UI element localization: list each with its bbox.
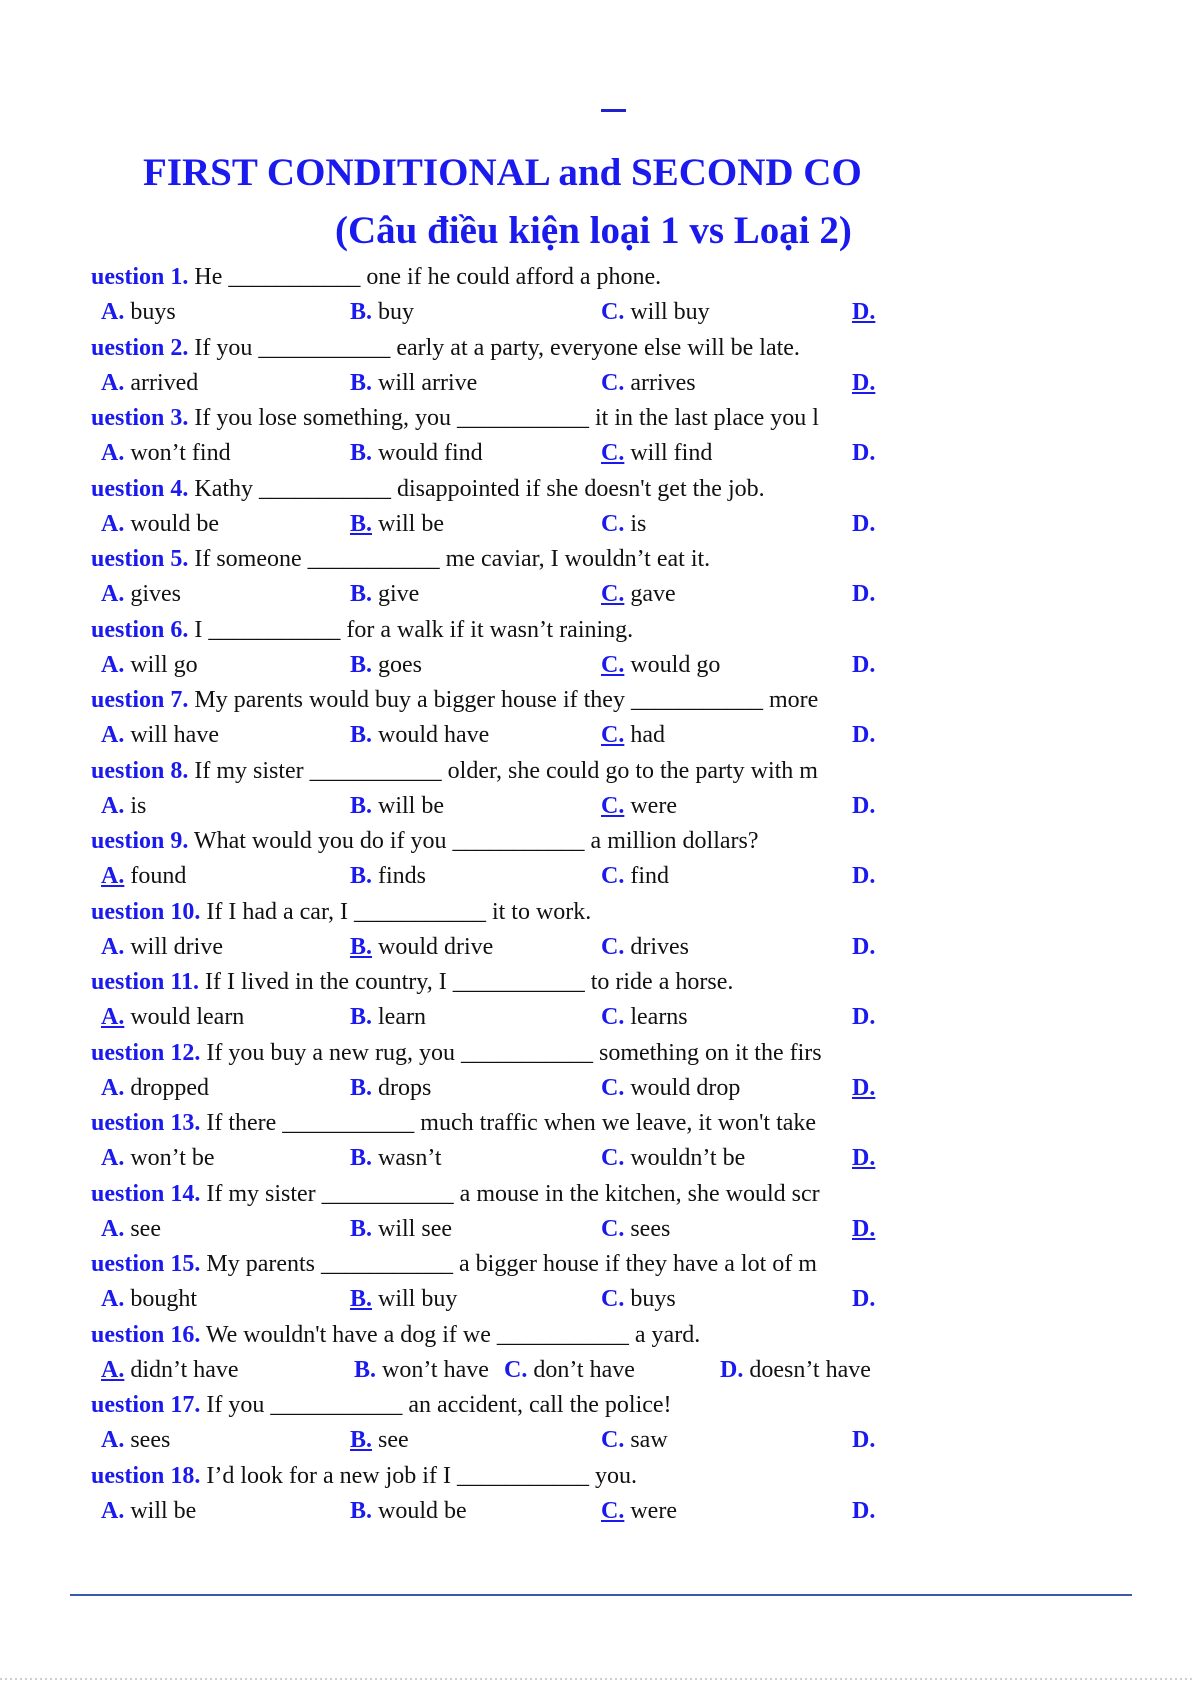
option-text: doesn’t have bbox=[743, 1357, 871, 1383]
question-label: uestion 2. bbox=[91, 335, 189, 361]
question-text: My parents ___________ a bigger house if they have a lot of m bbox=[200, 1251, 817, 1277]
question-1 bbox=[91, 262, 661, 292]
question-11 bbox=[91, 967, 733, 997]
option-text: drives bbox=[624, 934, 689, 960]
option-text: is bbox=[124, 793, 147, 819]
options-row bbox=[0, 932, 1192, 962]
option-letter: D. bbox=[852, 299, 876, 325]
option-text: see bbox=[124, 1216, 161, 1242]
options-row bbox=[0, 1284, 1192, 1314]
option-a[interactable] bbox=[101, 650, 198, 680]
option-text: sees bbox=[624, 1216, 671, 1242]
question-text: What would you do if you ___________ a million dollars? bbox=[188, 828, 759, 854]
option-letter: C. bbox=[601, 793, 625, 819]
option-text: buys bbox=[624, 1286, 676, 1312]
question-text: I ___________ for a walk if it wasn’t raining. bbox=[188, 617, 634, 643]
option-a[interactable] bbox=[101, 932, 223, 962]
option-b[interactable] bbox=[350, 1073, 431, 1103]
options-row bbox=[0, 509, 1192, 539]
question-label: uestion 12. bbox=[91, 1040, 201, 1066]
option-text: will be bbox=[372, 511, 445, 537]
option-text: will drive bbox=[124, 934, 223, 960]
question-text: If there ___________ much traffic when we leave, it won't take bbox=[200, 1110, 817, 1136]
option-letter: C. bbox=[601, 1427, 625, 1453]
option-text: would drop bbox=[624, 1075, 741, 1101]
page-subtitle: (Câu điều kiện loại 1 vs Loại 2) bbox=[335, 209, 852, 252]
option-letter: C. bbox=[601, 370, 625, 396]
option-letter: A. bbox=[101, 299, 125, 325]
options-row bbox=[0, 1002, 1192, 1032]
option-d[interactable] bbox=[852, 720, 875, 750]
option-text: arrived bbox=[124, 370, 199, 396]
question-18 bbox=[91, 1461, 637, 1491]
option-text: wasn’t bbox=[372, 1145, 442, 1171]
question-text: If you ___________ an accident, call the police! bbox=[200, 1392, 672, 1418]
question-2 bbox=[91, 333, 800, 363]
question-label: uestion 7. bbox=[91, 687, 189, 713]
option-letter: C. bbox=[601, 1216, 625, 1242]
option-d[interactable] bbox=[852, 1496, 875, 1526]
option-d[interactable] bbox=[852, 509, 875, 539]
option-text: will buy bbox=[624, 299, 710, 325]
options-row bbox=[0, 1214, 1192, 1244]
option-text: see bbox=[372, 1427, 409, 1453]
option-text: won’t be bbox=[124, 1145, 215, 1171]
option-letter: C. bbox=[601, 581, 625, 607]
option-d[interactable] bbox=[852, 1284, 875, 1314]
option-letter: B. bbox=[350, 440, 373, 466]
option-letter: C. bbox=[601, 863, 625, 889]
option-letter: C. bbox=[601, 722, 625, 748]
footer-rule bbox=[70, 1594, 1132, 1596]
option-letter: B. bbox=[350, 1427, 373, 1453]
options-row bbox=[0, 368, 1192, 398]
option-a[interactable] bbox=[101, 438, 231, 468]
question-text: If someone ___________ me caviar, I wouldn’t eat it. bbox=[188, 546, 711, 572]
option-letter: A. bbox=[101, 722, 125, 748]
option-d[interactable] bbox=[852, 297, 875, 327]
option-a[interactable] bbox=[101, 509, 219, 539]
option-letter: B. bbox=[350, 370, 373, 396]
option-letter: A. bbox=[101, 440, 125, 466]
option-letter: A. bbox=[101, 1145, 125, 1171]
option-text: would find bbox=[372, 440, 483, 466]
option-letter: A. bbox=[101, 1498, 125, 1524]
option-text: bought bbox=[124, 1286, 198, 1312]
option-c[interactable] bbox=[601, 1073, 740, 1103]
question-16 bbox=[91, 1320, 700, 1350]
question-text: If I had a car, I ___________ it to work. bbox=[200, 899, 592, 925]
question-label: uestion 9. bbox=[91, 828, 189, 854]
option-letter: B. bbox=[350, 1145, 373, 1171]
option-text: finds bbox=[372, 863, 427, 889]
question-13 bbox=[91, 1108, 816, 1138]
option-d[interactable] bbox=[852, 791, 875, 821]
option-letter: C. bbox=[601, 440, 625, 466]
option-c[interactable] bbox=[601, 1284, 676, 1314]
option-letter: D. bbox=[852, 652, 876, 678]
question-text: If my sister ___________ a mouse in the kitchen, she would scr bbox=[200, 1181, 820, 1207]
option-letter: C. bbox=[601, 652, 625, 678]
option-letter: A. bbox=[101, 652, 125, 678]
option-text: saw bbox=[624, 1427, 668, 1453]
option-letter: A. bbox=[101, 511, 125, 537]
option-text: would have bbox=[372, 722, 490, 748]
option-letter: A. bbox=[101, 581, 125, 607]
options-row bbox=[0, 1143, 1192, 1173]
options-row bbox=[0, 1425, 1192, 1455]
option-a[interactable] bbox=[101, 1425, 170, 1455]
question-label: uestion 4. bbox=[91, 476, 189, 502]
option-text: drops bbox=[372, 1075, 432, 1101]
option-letter: D. bbox=[852, 722, 876, 748]
option-d[interactable] bbox=[852, 1425, 875, 1455]
option-text: didn’t have bbox=[124, 1357, 239, 1383]
option-letter: B. bbox=[350, 934, 373, 960]
option-letter: C. bbox=[601, 1145, 625, 1171]
question-label: uestion 11. bbox=[91, 969, 200, 995]
option-b[interactable] bbox=[350, 509, 444, 539]
option-b[interactable] bbox=[350, 1496, 467, 1526]
option-letter: D. bbox=[852, 581, 876, 607]
option-a[interactable] bbox=[101, 297, 176, 327]
options-row bbox=[0, 579, 1192, 609]
option-letter: D. bbox=[852, 793, 876, 819]
option-letter: D. bbox=[852, 1286, 876, 1312]
question-15 bbox=[91, 1249, 817, 1279]
option-letter: B. bbox=[350, 581, 373, 607]
option-letter: A. bbox=[101, 1286, 125, 1312]
option-letter: D. bbox=[852, 370, 876, 396]
option-text: gave bbox=[624, 581, 676, 607]
option-letter: D. bbox=[852, 1004, 876, 1030]
question-6 bbox=[91, 615, 633, 645]
option-letter: B. bbox=[350, 1216, 373, 1242]
option-text: found bbox=[124, 863, 187, 889]
option-letter: A. bbox=[101, 370, 125, 396]
option-letter: A. bbox=[101, 1075, 125, 1101]
option-c[interactable] bbox=[601, 368, 696, 398]
option-b[interactable] bbox=[350, 932, 493, 962]
option-b[interactable] bbox=[350, 861, 426, 891]
option-letter: D. bbox=[852, 511, 876, 537]
question-12 bbox=[91, 1038, 822, 1068]
option-letter: D. bbox=[720, 1357, 744, 1383]
option-text: will have bbox=[124, 722, 219, 748]
option-text: find bbox=[624, 863, 670, 889]
page-title: FIRST CONDITIONAL and SECOND CO bbox=[143, 151, 862, 194]
option-letter: A. bbox=[101, 793, 125, 819]
option-c[interactable] bbox=[601, 650, 720, 680]
option-letter: B. bbox=[354, 1357, 377, 1383]
question-9 bbox=[91, 826, 759, 856]
option-c[interactable] bbox=[601, 1214, 670, 1244]
option-letter: A. bbox=[101, 934, 125, 960]
option-text: will find bbox=[624, 440, 713, 466]
option-text: would drive bbox=[372, 934, 494, 960]
options-row bbox=[0, 861, 1192, 891]
options-row bbox=[0, 1496, 1192, 1526]
option-d[interactable] bbox=[852, 1143, 875, 1173]
option-d[interactable] bbox=[852, 1002, 875, 1032]
question-14 bbox=[91, 1179, 820, 1209]
question-label: uestion 16. bbox=[91, 1322, 201, 1348]
option-letter: B. bbox=[350, 1075, 373, 1101]
question-label: uestion 3. bbox=[91, 405, 189, 431]
option-text: will be bbox=[372, 793, 445, 819]
option-letter: A. bbox=[101, 1216, 125, 1242]
option-letter: B. bbox=[350, 1286, 373, 1312]
option-a[interactable] bbox=[101, 1143, 215, 1173]
options-row bbox=[0, 791, 1192, 821]
question-text: If my sister ___________ older, she could go to the party with m bbox=[188, 758, 818, 784]
question-17 bbox=[91, 1390, 672, 1420]
option-b[interactable] bbox=[350, 1002, 426, 1032]
option-c[interactable] bbox=[601, 579, 676, 609]
option-letter: D. bbox=[852, 1216, 876, 1242]
option-letter: A. bbox=[101, 1004, 125, 1030]
option-d[interactable] bbox=[852, 932, 875, 962]
option-letter: C. bbox=[601, 1004, 625, 1030]
option-text: sees bbox=[124, 1427, 171, 1453]
option-text: buys bbox=[124, 299, 176, 325]
option-text: were bbox=[624, 1498, 677, 1524]
options-row bbox=[0, 1355, 1192, 1385]
option-text: arrives bbox=[624, 370, 696, 396]
option-letter: C. bbox=[601, 1498, 625, 1524]
option-c[interactable] bbox=[601, 438, 712, 468]
question-text: We wouldn't have a dog if we ___________ a yard. bbox=[200, 1322, 701, 1348]
option-text: buy bbox=[372, 299, 415, 325]
option-d[interactable] bbox=[852, 1073, 875, 1103]
option-text: will buy bbox=[372, 1286, 458, 1312]
option-c[interactable] bbox=[601, 1425, 668, 1455]
option-d[interactable] bbox=[852, 861, 875, 891]
option-c[interactable] bbox=[601, 932, 689, 962]
option-a[interactable] bbox=[101, 1214, 161, 1244]
option-letter: C. bbox=[601, 934, 625, 960]
option-text: will go bbox=[124, 652, 198, 678]
option-letter: B. bbox=[350, 863, 373, 889]
option-a[interactable] bbox=[101, 1496, 196, 1526]
question-text: If you buy a new rug, you ___________ something on it the firs bbox=[200, 1040, 822, 1066]
option-a[interactable] bbox=[101, 579, 181, 609]
option-b[interactable] bbox=[354, 1355, 489, 1385]
option-d[interactable] bbox=[852, 579, 875, 609]
option-b[interactable] bbox=[350, 1284, 457, 1314]
option-c[interactable] bbox=[601, 297, 710, 327]
question-label: uestion 18. bbox=[91, 1463, 201, 1489]
option-c[interactable] bbox=[601, 791, 677, 821]
option-a[interactable] bbox=[101, 1073, 209, 1103]
option-a[interactable] bbox=[101, 861, 186, 891]
question-7 bbox=[91, 685, 818, 715]
option-text: learns bbox=[624, 1004, 688, 1030]
option-letter: D. bbox=[852, 863, 876, 889]
option-d[interactable] bbox=[720, 1355, 871, 1385]
question-label: uestion 5. bbox=[91, 546, 189, 572]
option-letter: B. bbox=[350, 793, 373, 819]
question-label: uestion 6. bbox=[91, 617, 189, 643]
option-c[interactable] bbox=[504, 1355, 635, 1385]
option-text: had bbox=[624, 722, 665, 748]
option-letter: B. bbox=[350, 511, 373, 537]
question-label: uestion 13. bbox=[91, 1110, 201, 1136]
option-letter: A. bbox=[101, 1357, 125, 1383]
option-b[interactable] bbox=[350, 438, 483, 468]
question-text: I’d look for a new job if I ___________ you. bbox=[200, 1463, 637, 1489]
option-letter: D. bbox=[852, 1498, 876, 1524]
option-text: wouldn’t be bbox=[624, 1145, 746, 1171]
header-mark bbox=[601, 109, 626, 112]
option-c[interactable] bbox=[601, 509, 646, 539]
option-text: will be bbox=[124, 1498, 197, 1524]
question-text: If I lived in the country, I ___________ to ride a horse. bbox=[199, 969, 734, 995]
option-text: won’t find bbox=[124, 440, 231, 466]
option-b[interactable] bbox=[350, 1214, 452, 1244]
option-b[interactable] bbox=[350, 791, 444, 821]
question-4 bbox=[91, 474, 765, 504]
question-label: uestion 10. bbox=[91, 899, 201, 925]
option-letter: C. bbox=[601, 1286, 625, 1312]
option-letter: D. bbox=[852, 1075, 876, 1101]
question-label: uestion 15. bbox=[91, 1251, 201, 1277]
option-b[interactable] bbox=[350, 650, 422, 680]
option-b[interactable] bbox=[350, 579, 419, 609]
option-text: would learn bbox=[124, 1004, 245, 1030]
option-c[interactable] bbox=[601, 861, 669, 891]
option-c[interactable] bbox=[601, 1143, 745, 1173]
option-a[interactable] bbox=[101, 1002, 244, 1032]
option-c[interactable] bbox=[601, 720, 665, 750]
option-c[interactable] bbox=[601, 1002, 688, 1032]
question-3 bbox=[91, 403, 819, 433]
option-d[interactable] bbox=[852, 368, 875, 398]
option-text: would be bbox=[372, 1498, 467, 1524]
option-letter: B. bbox=[350, 722, 373, 748]
option-a[interactable] bbox=[101, 791, 146, 821]
question-10 bbox=[91, 897, 591, 927]
option-letter: C. bbox=[601, 299, 625, 325]
option-b[interactable] bbox=[350, 297, 414, 327]
option-b[interactable] bbox=[350, 720, 489, 750]
option-text: would be bbox=[124, 511, 219, 537]
option-letter: B. bbox=[350, 299, 373, 325]
option-a[interactable] bbox=[101, 720, 219, 750]
question-label: uestion 1. bbox=[91, 264, 189, 290]
option-text: learn bbox=[372, 1004, 426, 1030]
question-5 bbox=[91, 544, 710, 574]
question-text: He ___________ one if he could afford a phone. bbox=[188, 264, 662, 290]
question-text: If you ___________ early at a party, everyone else will be late. bbox=[188, 335, 800, 361]
option-text: dropped bbox=[124, 1075, 209, 1101]
option-b[interactable] bbox=[350, 368, 477, 398]
question-text: Kathy ___________ disappointed if she doesn't get the job. bbox=[188, 476, 765, 502]
option-a[interactable] bbox=[101, 368, 198, 398]
option-text: give bbox=[372, 581, 420, 607]
option-c[interactable] bbox=[601, 1496, 677, 1526]
option-letter: C. bbox=[601, 1075, 625, 1101]
option-letter: B. bbox=[350, 1498, 373, 1524]
option-b[interactable] bbox=[350, 1425, 409, 1455]
option-text: gives bbox=[124, 581, 182, 607]
option-letter: B. bbox=[350, 652, 373, 678]
option-text: don’t have bbox=[527, 1357, 635, 1383]
question-label: uestion 14. bbox=[91, 1181, 201, 1207]
option-b[interactable] bbox=[350, 1143, 442, 1173]
question-label: uestion 8. bbox=[91, 758, 189, 784]
question-text: If you lose something, you ___________ it in the last place you l bbox=[188, 405, 819, 431]
option-text: were bbox=[624, 793, 677, 819]
option-letter: C. bbox=[504, 1357, 528, 1383]
option-a[interactable] bbox=[101, 1355, 239, 1385]
options-row bbox=[0, 297, 1192, 327]
question-label: uestion 17. bbox=[91, 1392, 201, 1418]
options-row bbox=[0, 720, 1192, 750]
option-letter: D. bbox=[852, 1145, 876, 1171]
options-row bbox=[0, 438, 1192, 468]
question-text: My parents would buy a bigger house if they ___________ more bbox=[188, 687, 819, 713]
option-letter: D. bbox=[852, 1427, 876, 1453]
page-bottom-border bbox=[0, 1678, 1192, 1680]
options-row bbox=[0, 650, 1192, 680]
option-text: would go bbox=[624, 652, 721, 678]
option-d[interactable] bbox=[852, 650, 875, 680]
option-d[interactable] bbox=[852, 438, 875, 468]
option-a[interactable] bbox=[101, 1284, 197, 1314]
option-text: won’t have bbox=[376, 1357, 489, 1383]
option-letter: A. bbox=[101, 1427, 125, 1453]
option-d[interactable] bbox=[852, 1214, 875, 1244]
option-letter: B. bbox=[350, 1004, 373, 1030]
option-letter: C. bbox=[601, 511, 625, 537]
option-letter: D. bbox=[852, 440, 876, 466]
option-text: is bbox=[624, 511, 647, 537]
option-letter: A. bbox=[101, 863, 125, 889]
option-text: goes bbox=[372, 652, 423, 678]
options-row bbox=[0, 1073, 1192, 1103]
question-8 bbox=[91, 756, 818, 786]
option-text: will arrive bbox=[372, 370, 478, 396]
option-text: will see bbox=[372, 1216, 452, 1242]
option-letter: D. bbox=[852, 934, 876, 960]
